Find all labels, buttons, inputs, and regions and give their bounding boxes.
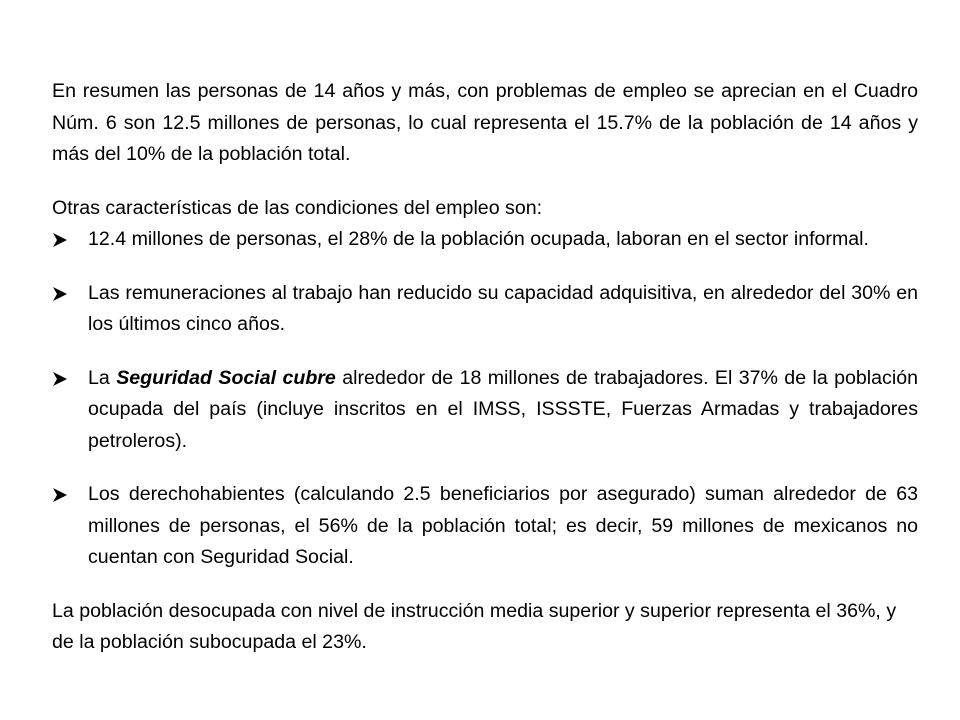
bullet-text: Las remuneraciones al trabajo han reducido su capacidad adquisitiva, en alrededor del 30% en los últimos cinco años. [88, 281, 918, 335]
spacer [52, 341, 918, 363]
intro-paragraph: En resumen las personas de 14 años y más, con problemas de empleo se aprecian en el Cuadro Núm. 6 son 12.5 millones de personas, lo cual representa el 15.7% de la población de 14 años y más del 10% de la población total. [52, 80, 918, 165]
bullet-item [52, 363, 918, 458]
bullet-text-suffix: alrededor de 18 millones de trabajadores. El 37% de la población ocupada del país (incluye inscritos en el IMSS, ISSSTE, Fuerzas Armadas y trabajadores petroleros). [88, 366, 918, 452]
spacer [52, 457, 918, 479]
arrow-bullet-icon [52, 232, 68, 248]
bullet-text: 12.4 millones de personas, el 28% de la población ocupada, laboran en el sector informal. [88, 228, 869, 250]
spacer [52, 171, 918, 193]
arrow-bullet-icon [52, 286, 68, 302]
arrow-bullet-icon [52, 371, 68, 387]
bullet-text: Los derechohabientes (calculando 2.5 beneficiarios por asegurado) suman alrededor de 63 millones de personas, el 56% de la población total; es decir, 59 millones de mexicanos no cuentan con Seguridad Social. [88, 483, 918, 568]
bullet-text-prefix: La [88, 366, 117, 389]
arrow-bullet-icon [52, 487, 68, 503]
spacer [52, 574, 918, 596]
slide-text-body [52, 76, 918, 659]
bullet-item [52, 479, 918, 574]
list-heading: Otras características de las condiciones del empleo son: [52, 196, 543, 219]
bullet-emphasis: Seguridad Social cubre [116, 366, 336, 389]
bullet-item [52, 278, 918, 341]
bullet-item [52, 224, 918, 256]
closing-paragraph: La población desocupada con nivel de instrucción media superior y superior representa el 36%, y de la población subocupada el 23%. [52, 599, 897, 653]
spacer [52, 256, 918, 278]
